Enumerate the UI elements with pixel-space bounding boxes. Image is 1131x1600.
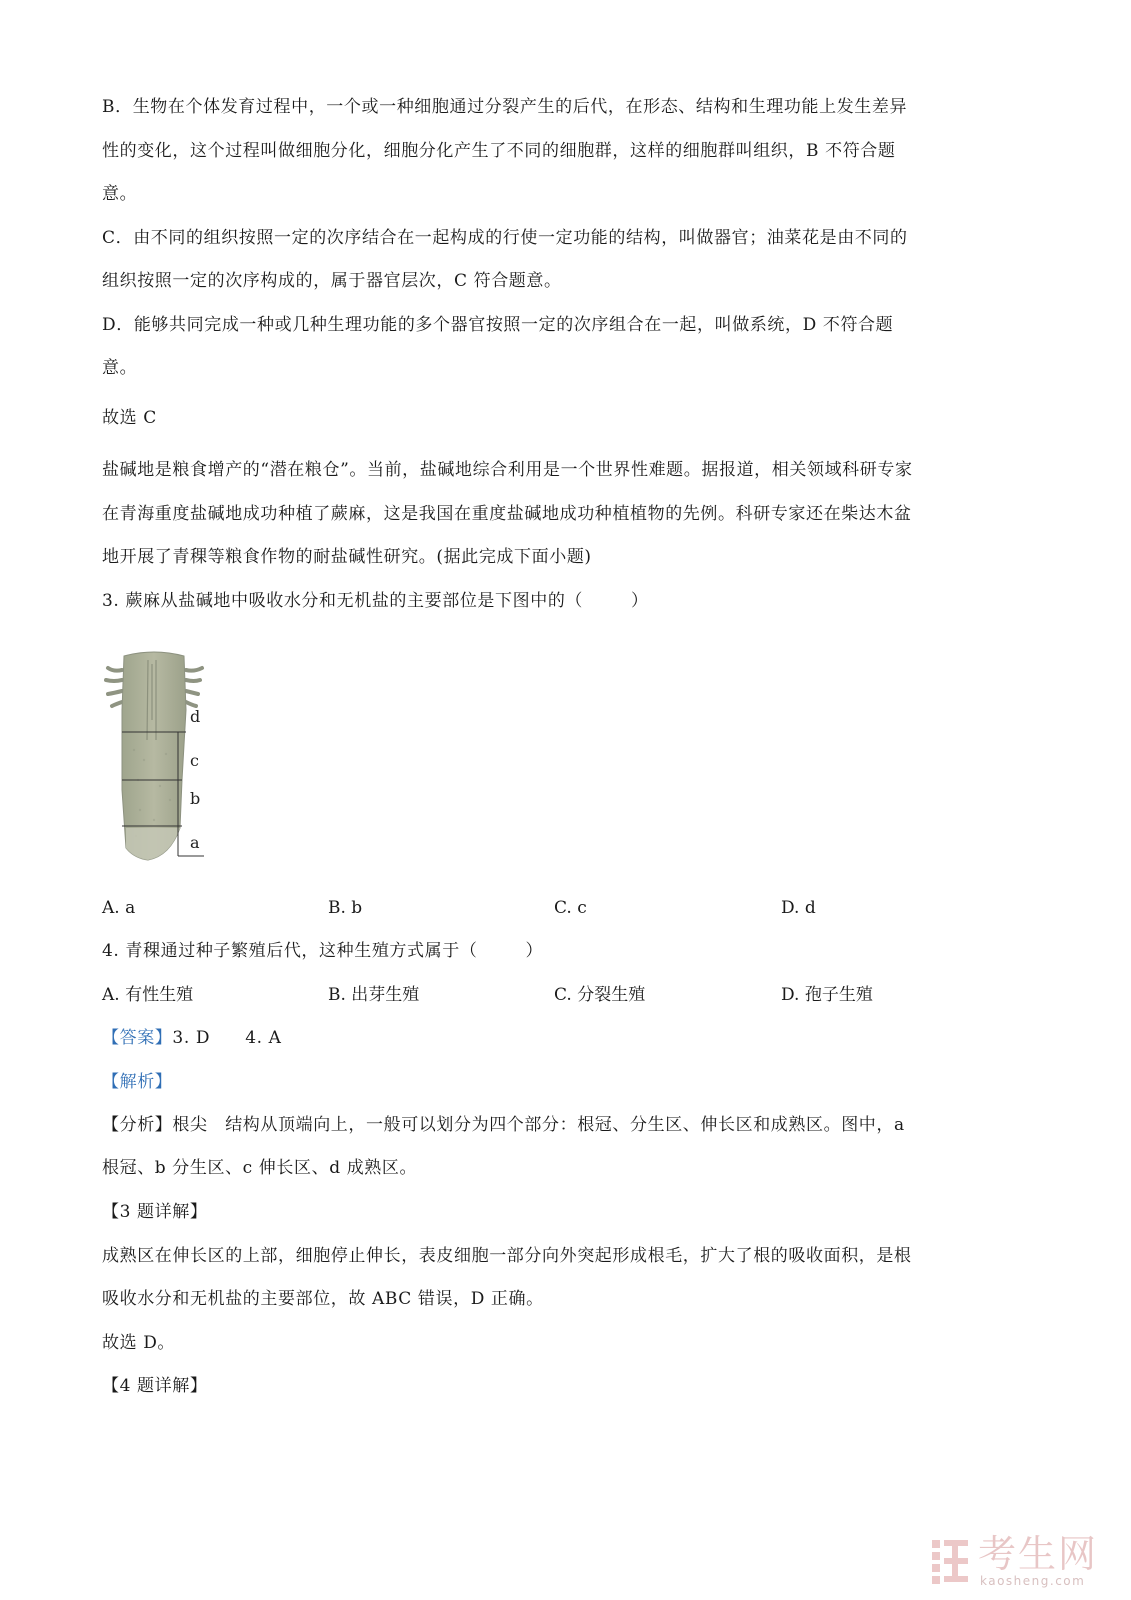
fenxi-line-1 [102,1114,905,1136]
passage-line-3: 地开展了青稞等粮食作物的耐盐碱性研究。(据此完成下面小题) [102,547,592,567]
question-4-option-b[interactable]: B. 出芽生殖 [328,985,420,1005]
q4-detail-tag: 【4 题详解】 [102,1376,208,1396]
option-b-explanation-line-1: B．生物在个体发育过程中，一个或一种细胞通过分裂产生的后代，在形态、结构和生理功能上发生差异 [102,97,908,117]
question-3-option-c[interactable]: C. c [554,898,587,918]
choose-c: 故选 C [102,408,157,428]
q3-detail-line-1: 成熟区在伸长区的上部，细胞停止伸长，表皮细胞一部分向外突起形成根毛，扩大了根的吸收面积，是根 [102,1246,912,1266]
answer-tag: 【答案】 [102,1028,173,1048]
option-d-explanation-line-1: D．能够共同完成一种或几种生理功能的多个器官按照一定的次序组合在一起，叫做系统，D 不符合题 [102,315,894,335]
passage-line-2: 在青海重度盐碱地成功种植了蕨麻，这是我国在重度盐碱地成功种植植物的先例。科研专家还在柴达木盆 [102,504,912,524]
question-3-option-b[interactable]: B. b [328,898,363,918]
q3-choose-d: 故选 D。 [102,1333,176,1353]
question-4-option-d[interactable]: D. 孢子生殖 [781,985,873,1005]
question-4-option-a[interactable]: A. 有性生殖 [102,985,194,1005]
option-c-explanation-line-2: 组织按照一定的次序构成的，属于器官层次，C 符合题意。 [102,271,562,291]
answer-line [102,1027,282,1049]
root-tip-figure [100,650,212,868]
fenxi-text-1: 根尖 结构从顶端向上，一般可以划分为四个部分：根冠、分生区、伸长区和成熟区。图中，a [172,1115,905,1135]
watermark-logo [930,1532,1120,1594]
question-3-stem [102,590,649,612]
option-d-explanation-line-2: 意。 [102,358,138,378]
question-3-option-a[interactable]: A. a [102,898,136,918]
question-4-stem [102,940,543,962]
label-c: c [190,751,199,770]
question-3-text: 3. 蕨麻从盐碱地中吸收水分和无机盐的主要部位是下图中的（ [102,591,584,611]
question-4-close-paren: ） [525,941,544,961]
option-b-explanation-line-3: 意。 [102,184,138,204]
question-4-option-c[interactable]: C. 分裂生殖 [554,985,646,1005]
q3-detail-tag: 【3 题详解】 [102,1202,208,1222]
watermark-brand: 考生网 [978,1532,1099,1576]
q3-detail-line-2: 吸收水分和无机盐的主要部位，故 ABC 错误，D 正确。 [102,1289,544,1309]
analysis-tag: 【解析】 [102,1072,173,1092]
label-a: a [190,833,200,852]
label-b: b [190,789,201,808]
question-3-option-d[interactable]: D. d [781,898,816,918]
label-d: d [190,707,201,726]
option-c-explanation-line-1: C．由不同的组织按照一定的次序结合在一起构成的行使一定功能的结构，叫做器官；油菜花是由不同的 [102,228,908,248]
question-4-text: 4. 青稞通过种子繁殖后代，这种生殖方式属于（ [102,941,478,961]
option-b-explanation-line-2: 性的变化，这个过程叫做细胞分化，细胞分化产生了不同的细胞群，这样的细胞群叫组织，B 不符合题 [102,141,896,161]
watermark-url: kaosheng.com [980,1574,1086,1588]
watermark-mark-icon [930,1536,972,1586]
passage-line-1: 盐碱地是粮食增产的“潜在粮仓”。当前，盐碱地综合利用是一个世界性难题。据报道，相关领域科研专家 [102,460,913,480]
fenxi-tag: 【分析】 [102,1115,173,1135]
answer-text: 3. D 4. A [172,1028,282,1048]
question-3-close-paren: ） [631,591,649,611]
fenxi-line-2: 根冠、b 分生区、c 伸长区、d 成熟区。 [102,1158,418,1178]
